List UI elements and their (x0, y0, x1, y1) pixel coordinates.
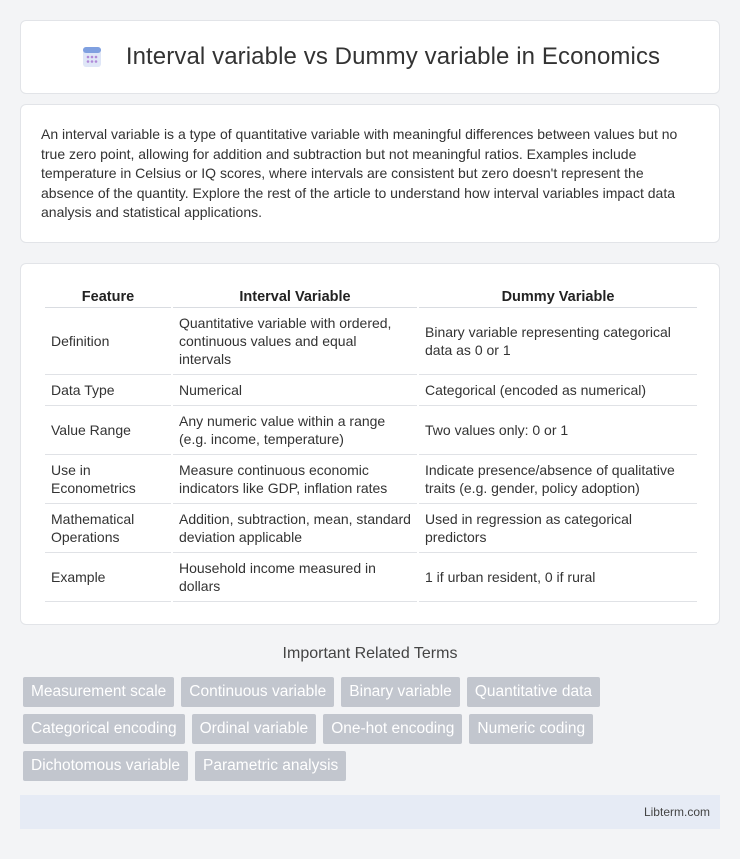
tag-quantitative-data[interactable]: Quantitative data (467, 677, 600, 707)
table-cell: Value Range (45, 406, 171, 455)
table-row (45, 553, 697, 602)
tag-binary-variable[interactable]: Binary variable (341, 677, 460, 707)
comparison-table-card (20, 263, 720, 625)
tag-dichotomous-variable[interactable]: Dichotomous variable (23, 751, 188, 781)
table-cell: Used in regression as categorical predictors (419, 504, 697, 553)
intro-card (20, 104, 720, 243)
table-header-row (45, 286, 697, 308)
table-cell: Example (45, 553, 171, 602)
table-cell: Numerical (173, 375, 417, 406)
intro-text: An interval variable is a type of quantitative variable with meaningful differences between values but no true zero point, allowing for addition and subtraction but not meaningful ratios. Examples include temperature in Celsius or IQ scores, where intervals are consistent but zero doesn't represent the absence of the quantity. Explore the rest of the article to understand how interval variables impact data analysis and statistical applications. (41, 126, 678, 221)
table-cell: Measure continuous economic indicators like GDP, inflation rates (173, 455, 417, 504)
title-card (20, 20, 720, 94)
table-cell: Data Type (45, 375, 171, 406)
table-row (45, 375, 697, 406)
tag-categorical-encoding[interactable]: Categorical encoding (23, 714, 185, 744)
table-cell: Binary variable representing categorical data as 0 or 1 (419, 308, 697, 375)
table-cell: Categorical (encoded as numerical) (419, 375, 697, 406)
footer (20, 795, 720, 829)
table-cell: Quantitative variable with ordered, continuous values and equal intervals (173, 308, 417, 375)
document-icon (80, 45, 104, 69)
table-cell: Use in Econometrics (45, 455, 171, 504)
table-cell: 1 if urban resident, 0 if rural (419, 553, 697, 602)
related-terms-title: Important Related Terms (282, 645, 458, 662)
table-cell: Mathematical Operations (45, 504, 171, 553)
table-cell: Any numeric value within a range (e.g. income, temperature) (173, 406, 417, 455)
table-row (45, 406, 697, 455)
footer-site-link[interactable]: Libterm.com (643, 805, 710, 819)
table-row (45, 308, 697, 375)
table-cell: Indicate presence/absence of qualitative traits (e.g. gender, policy adoption) (419, 455, 697, 504)
tag-numeric-coding[interactable]: Numeric coding (469, 714, 593, 744)
table-row (45, 455, 697, 504)
header-feature: Feature (45, 286, 171, 308)
tag-ordinal-variable[interactable]: Ordinal variable (192, 714, 317, 744)
table-row (45, 504, 697, 553)
comparison-table (43, 286, 699, 602)
related-terms-tags (23, 677, 723, 781)
table-cell: Addition, subtraction, mean, standard deviation applicable (173, 504, 417, 553)
page-title: Interval variable vs Dummy variable in Economics (125, 43, 661, 70)
header-interval: Interval Variable (173, 286, 417, 308)
tag-measurement-scale[interactable]: Measurement scale (23, 677, 174, 707)
header-dummy: Dummy Variable (419, 286, 697, 308)
tag-parametric-analysis[interactable]: Parametric analysis (195, 751, 346, 781)
tag-one-hot-encoding[interactable]: One-hot encoding (323, 714, 462, 744)
table-cell: Two values only: 0 or 1 (419, 406, 697, 455)
tag-continuous-variable[interactable]: Continuous variable (181, 677, 334, 707)
table-cell: Household income measured in dollars (173, 553, 417, 602)
table-cell: Definition (45, 308, 171, 375)
